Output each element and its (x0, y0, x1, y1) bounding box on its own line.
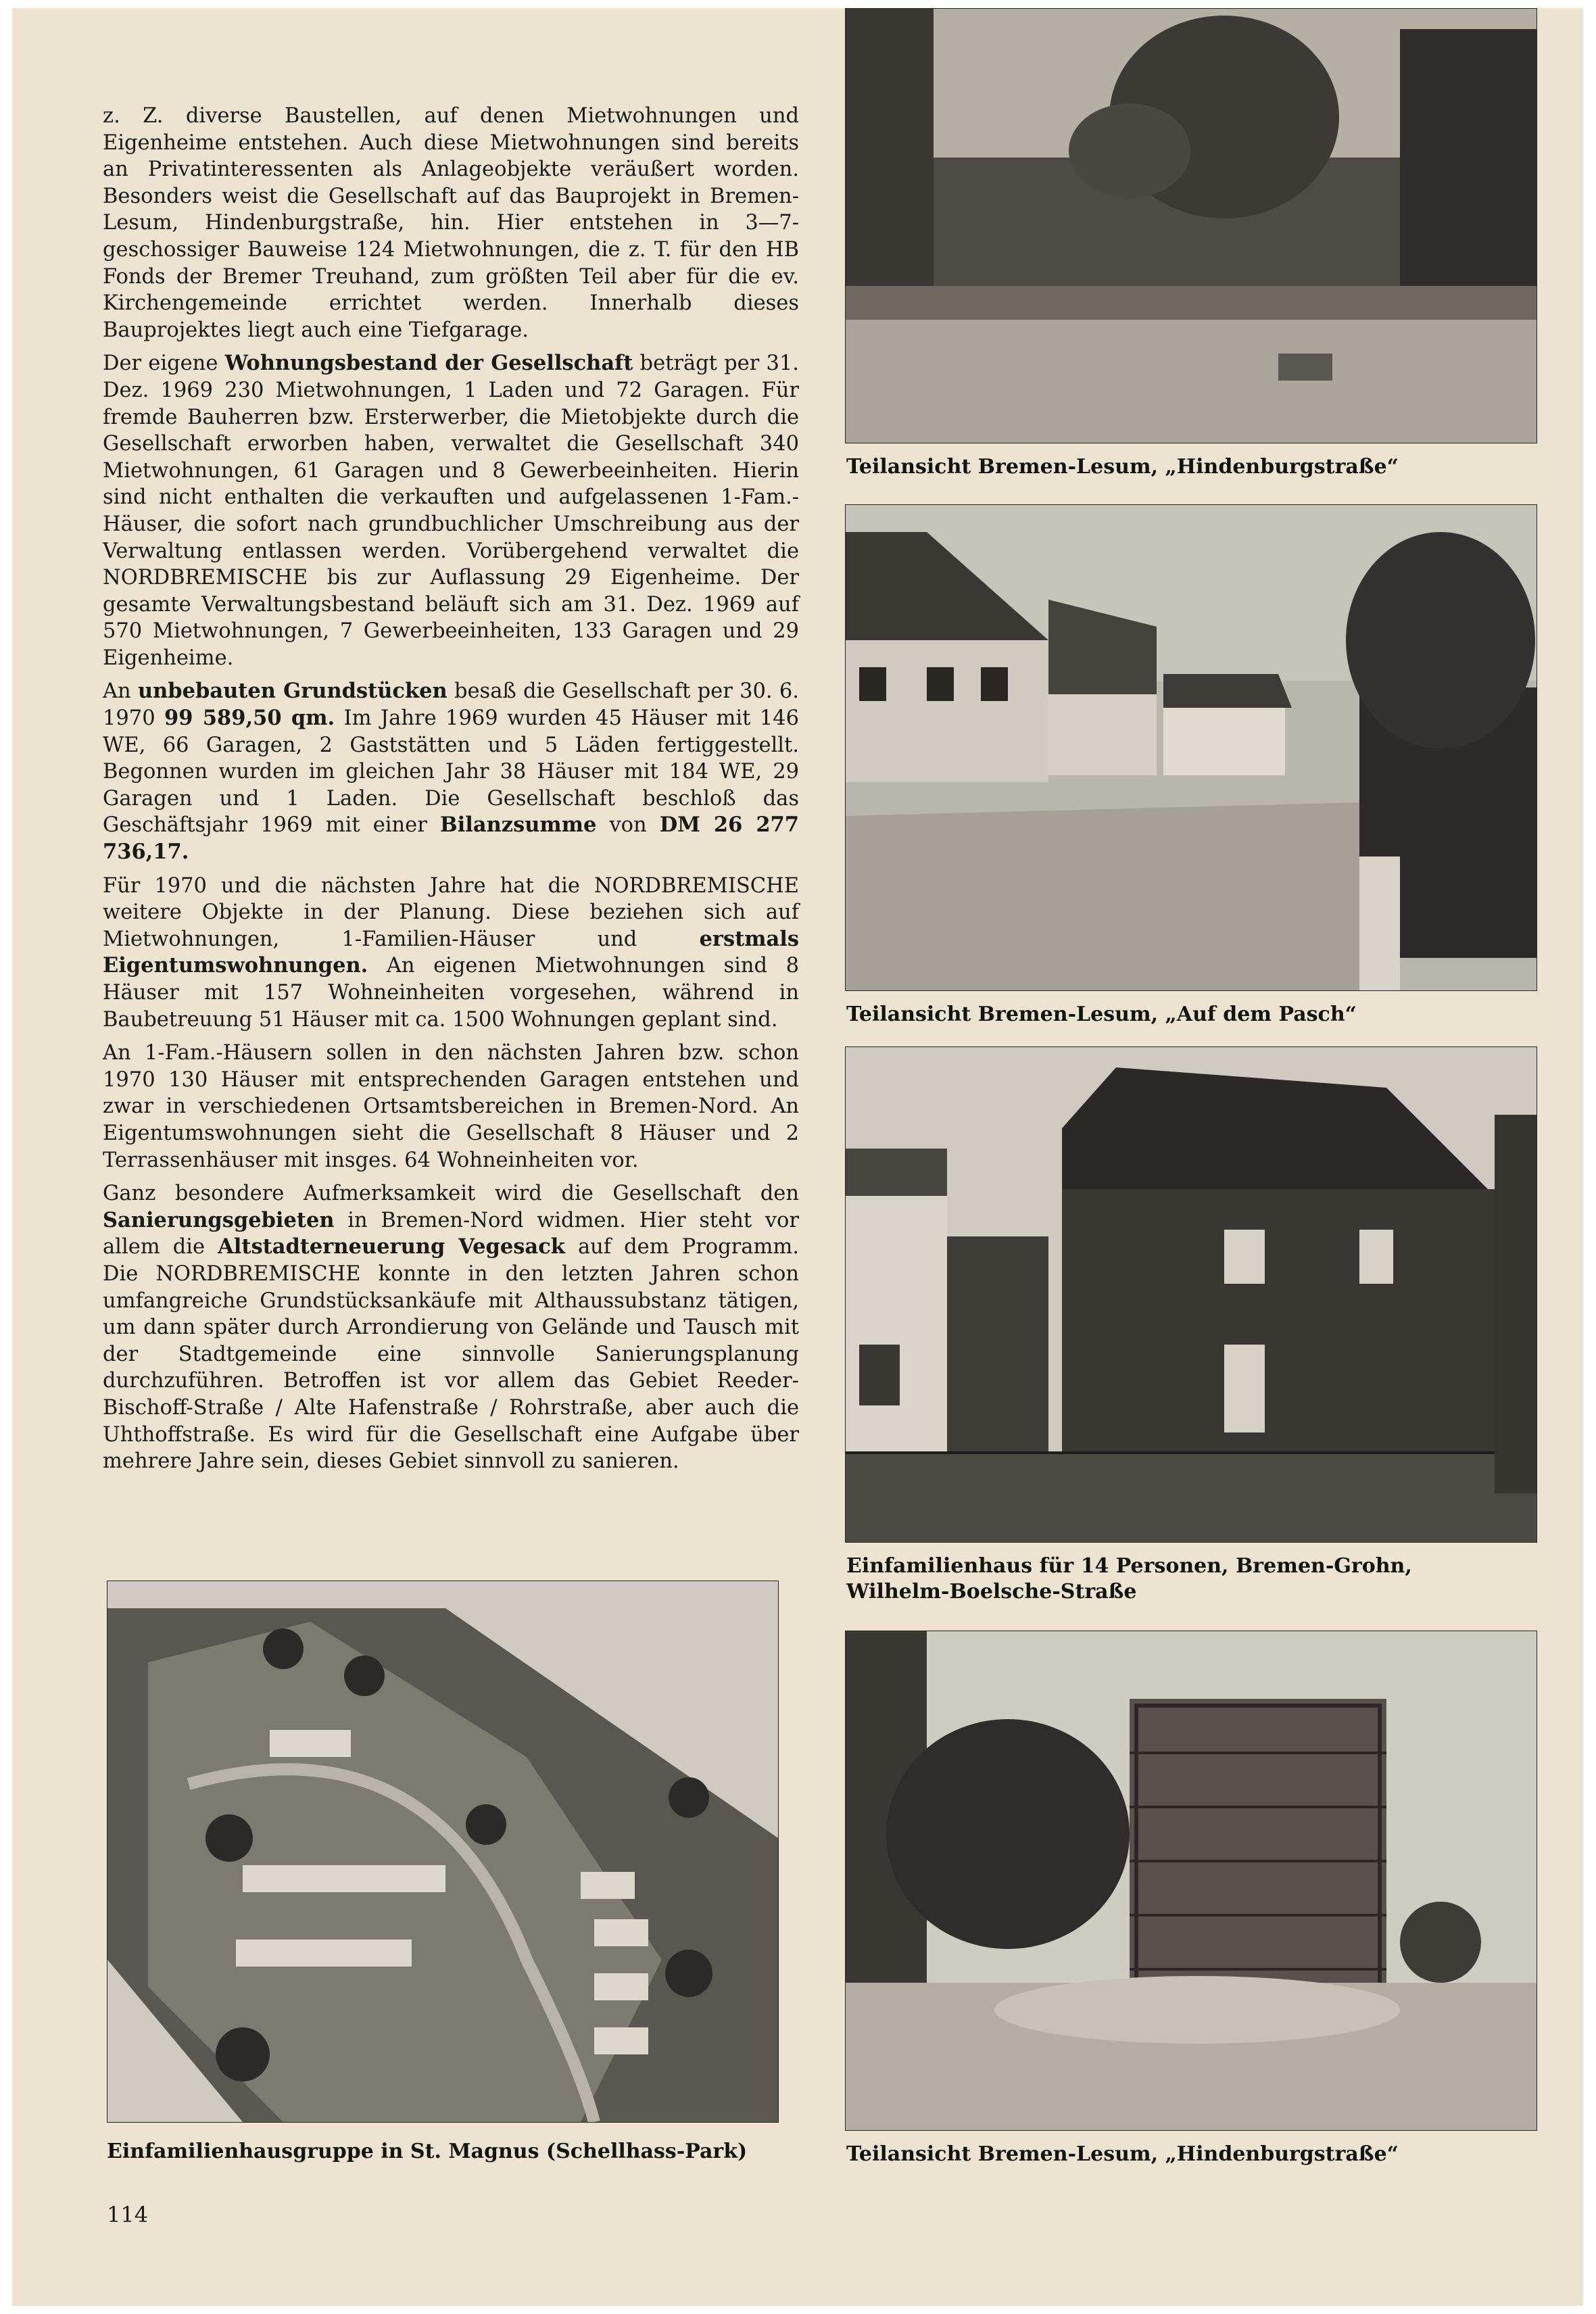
paragraph-3-bold-b: unbebauten Grundstücken (137, 679, 448, 704)
caption-photo-2: Teilansicht Bremen-Lesum, „Auf dem Pasch“ (846, 1003, 1357, 1026)
photo-5-image (107, 1581, 778, 2122)
paragraph-3 (103, 678, 799, 865)
paragraph-2-text-c: beträgt per 31. Dez. 1969 230 Mietwohnungen, 1 Laden und 72 Garagen. Für fremde Bauherren bzw. Ersterwerber, die Mietobjekte durch die Gesellschaft erworben haben, verwaltet die Gesellschaft 340 Mietwohnungen, 61 Garagen und 8 Gewerbeeinheiten. Hierin sind nicht enthalten die verkauften und aufgelassenen 1-Fam.-Häuser, die sofort nach grundbuchlicher Umschreibung aus der Verwaltung entlassen werden. Vorübergehend verwaltet die NORDBREMISCHE bis zur Auflassung 29 Eigenheime. Der gesamte Verwaltungsbestand beläuft sich am 31. Dez. 1969 auf 570 Mietwohnungen, 7 Gewerbeeinheiten, 133 Garagen und 29 Eigenheime. (103, 352, 800, 670)
caption-photo-1: Teilansicht Bremen-Lesum, „Hindenburgstraße“ (846, 455, 1399, 479)
paragraph-5 (103, 1040, 799, 1174)
photo-3-image (846, 1047, 1537, 1542)
caption-photo-3 (846, 1553, 1412, 1605)
paragraph-5-text: An 1-Fam.-Häusern sollen in den nächsten Jahren bzw. schon 1970 130 Häuser mit entsprechenden Garagen entstehen und zwar in verschiedenen Ortsamtsbereichen in Bremen-Nord. An Eigentumswohnungen sieht die Gesellschaft 8 Häuser und 2 Terrassenhäuser mit insges. 64 Wohneinheiten vor. (103, 1041, 799, 1172)
paragraph-2-bold: Wohnungsbestand der Gesellschaft (224, 351, 633, 376)
paragraph-2 (103, 350, 799, 671)
paragraph-3-bold-f: Bilanzsumme (439, 813, 597, 838)
paragraph-4-text-c: An eigenen Mietwohnungen sind 8 Häuser mit 157 Wohneinheiten vorgesehen, während in Baubetreuung 51 Häuser mit ca. 1500 Wohnungen geplant sind. (103, 954, 799, 1032)
paragraph-6 (103, 1180, 799, 1475)
paragraph-1-text: z. Z. diverse Baustellen, auf denen Mietwohnungen und Eigenheime entstehen. Auch diese Mietwohnungen sind bereits an Privatinteressenten als Anlageobjekte veräußert worden. Besonders weist die Gesellschaft auf das Bauprojekt in Bremen-Lesum, Hindenburgstraße, hin. Hier entstehen in 3—7-geschossiger Bauweise 124 Mietwohnungen, die z. T. für den HB Fonds der Bremer Treuhand, zum größten Teil aber für die ev. Kirchengemeinde errichtet werden. Innerhalb dieses Bauprojektes liegt auch eine Tiefgarage. (103, 104, 799, 342)
article-text (103, 103, 799, 1475)
paragraph-6-text-c: in Bremen-Nord widmen. Hier steht vor allem die (103, 1208, 799, 1259)
paragraph-3-text-g: von (596, 813, 660, 838)
photo-1-image (846, 9, 1537, 443)
caption-photo-3-line1: Einfamilienhaus für 14 Personen, Bremen-Grohn, (846, 1554, 1412, 1578)
photo-einfamilienhaus-grohn (845, 1046, 1537, 1543)
paragraph-6-text-a: Ganz besondere Aufmerksamkeit wird die Gesellschaft den (103, 1182, 799, 1206)
paragraph-4-text-a: Für 1970 und die nächsten Jahre hat die NORDBREMISCHE weitere Objekte in der Planung. Diese beziehen sich auf Mietwohnungen, 1-Familien-Häuser und (103, 873, 799, 951)
paragraph-3-bold-d: 99 589,50 qm. (164, 706, 335, 731)
photo-2-image (846, 505, 1537, 990)
paragraph-3-text-c: besaß die Gesellschaft per 30. 6. 1970 (103, 679, 799, 731)
photo-4-image (846, 1631, 1537, 2130)
paragraph-6-bold-d: Altstadterneuerung Vegesack (218, 1234, 565, 1259)
photo-auf-dem-pasch (845, 504, 1537, 991)
paragraph-4 (103, 873, 799, 1034)
paragraph-1 (103, 103, 799, 343)
photo-hochhaus-hindenburgstrasse (845, 1631, 1537, 2131)
paragraph-2-text-a: Der eigene (103, 352, 225, 376)
paragraph-4-bold: erstmals Eigentumswohnungen. (103, 926, 799, 978)
paragraph-6-text-e: auf dem Programm. Die NORDBREMISCHE konnte in den letzten Jahren schon umfangreiche Grundstücksankäufe mit Althaussubstanz tätigen, um dann später durch Arrondierung von Gelände und Tausch mit der Stadtgemeinde eine sinnvolle Sanierungsplanung durchzuführen. Betroffen ist vor allem das Gebiet Reeder-Bischoff-Straße / Alte Hafenstraße / Rohrstraße, aber auch die Uhthoffstraße. Es wird für die Gesellschaft eine Aufgabe über mehrere Jahre sein, dieses Gebiet sinnvoll zu sanieren. (103, 1235, 799, 1474)
paragraph-3-text-e: Im Jahre 1969 wurden 45 Häuser mit 146 WE, 66 Garagen, 2 Gaststätten und 5 Läden fertiggestellt. Begonnen wurden im gleichen Jahr 38 Häuser mit 184 WE, 29 Garagen und 1 Laden. Die Gesellschaft beschloß das Geschäftsjahr 1969 mit einer (103, 706, 799, 838)
magazine-page (12, 8, 1583, 2306)
caption-photo-5: Einfamilienhausgruppe in St. Magnus (Schellhass-Park) (107, 2140, 748, 2163)
caption-photo-3-line2: Wilhelm-Boelsche-Straße (846, 1580, 1137, 1604)
photo-modell-st-magnus (107, 1581, 779, 2123)
paragraph-3-bold-h: DM 26 277 736,17. (103, 813, 799, 865)
photo-construction-hindenburgstrasse (845, 8, 1537, 443)
paragraph-3-text-a: An (103, 679, 138, 704)
paragraph-6-bold-b: Sanierungsgebieten (103, 1207, 335, 1232)
caption-photo-4: Teilansicht Bremen-Lesum, „Hindenburgstraße“ (846, 2142, 1399, 2166)
page-number: 114 (107, 2202, 149, 2227)
